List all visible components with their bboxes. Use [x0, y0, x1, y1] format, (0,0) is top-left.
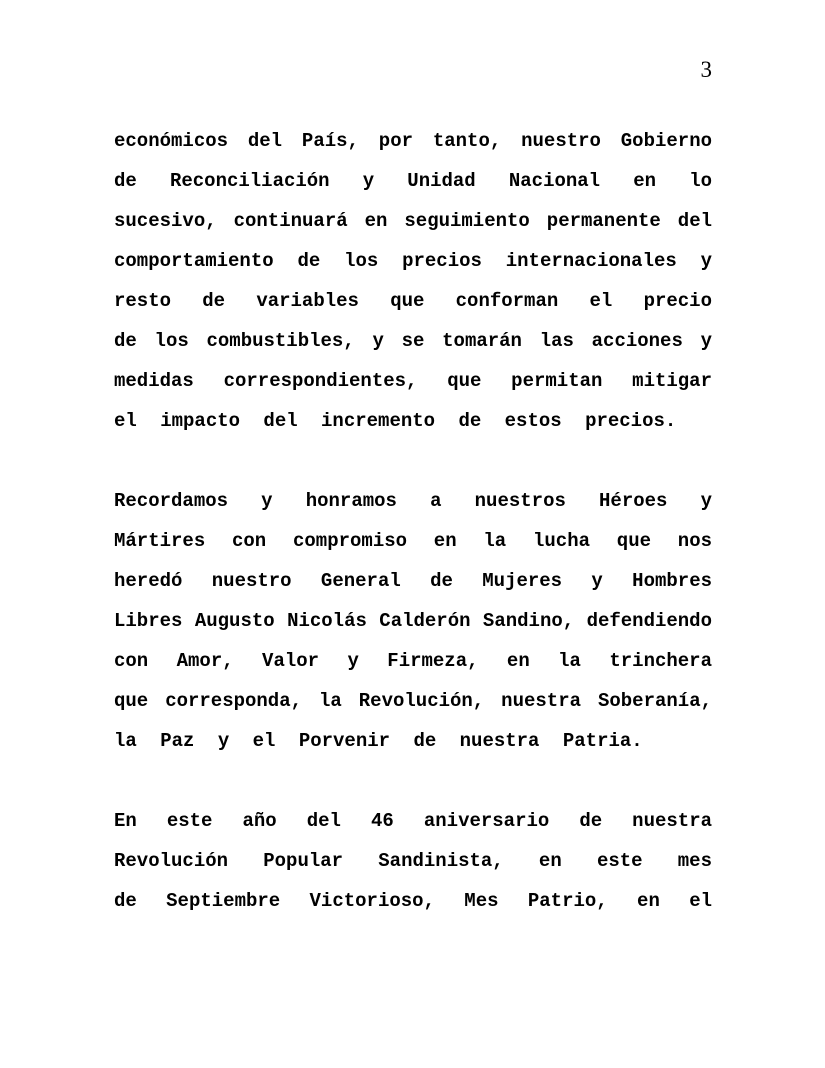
- text-line: la Paz y el Porvenir de nuestra Patria.: [114, 730, 643, 752]
- text-line: Revolución Popular Sandinista, en este mes: [114, 850, 712, 872]
- text-line: con Amor, Valor y Firmeza, en la trinchera: [114, 650, 712, 672]
- paragraph: [114, 121, 712, 441]
- text-line: el impacto del incremento de estos precios.: [114, 410, 677, 432]
- page-number: 3: [700, 57, 712, 82]
- text-line: resto de variables que conforman el precio: [114, 290, 712, 312]
- text-line: heredó nuestro General de Mujeres y Hombres: [114, 570, 712, 592]
- text-line: Recordamos y honramos a nuestros Héroes y: [114, 490, 712, 512]
- text-line: comportamiento de los precios internacionales y: [114, 250, 712, 272]
- text-line: medidas correspondientes, que permitan mitigar: [114, 370, 712, 392]
- paragraph: [114, 801, 712, 921]
- text-line: Libres Augusto Nicolás Calderón Sandino, defendiendo: [114, 610, 712, 632]
- text-line: sucesivo, continuará en seguimiento permanente del: [114, 210, 712, 232]
- text-line: que corresponda, la Revolución, nuestra Soberanía,: [114, 690, 712, 712]
- paragraph: [114, 481, 712, 761]
- text-line: Mártires con compromiso en la lucha que nos: [114, 530, 712, 552]
- text-line: de Septiembre Victorioso, Mes Patrio, en el: [114, 890, 712, 912]
- text-line: económicos del País, por tanto, nuestro Gobierno: [114, 130, 712, 152]
- text-line: En este año del 46 aniversario de nuestra: [114, 810, 712, 832]
- document-body: [114, 121, 712, 921]
- text-line: de Reconciliación y Unidad Nacional en lo: [114, 170, 712, 192]
- text-line: de los combustibles, y se tomarán las acciones y: [114, 330, 712, 352]
